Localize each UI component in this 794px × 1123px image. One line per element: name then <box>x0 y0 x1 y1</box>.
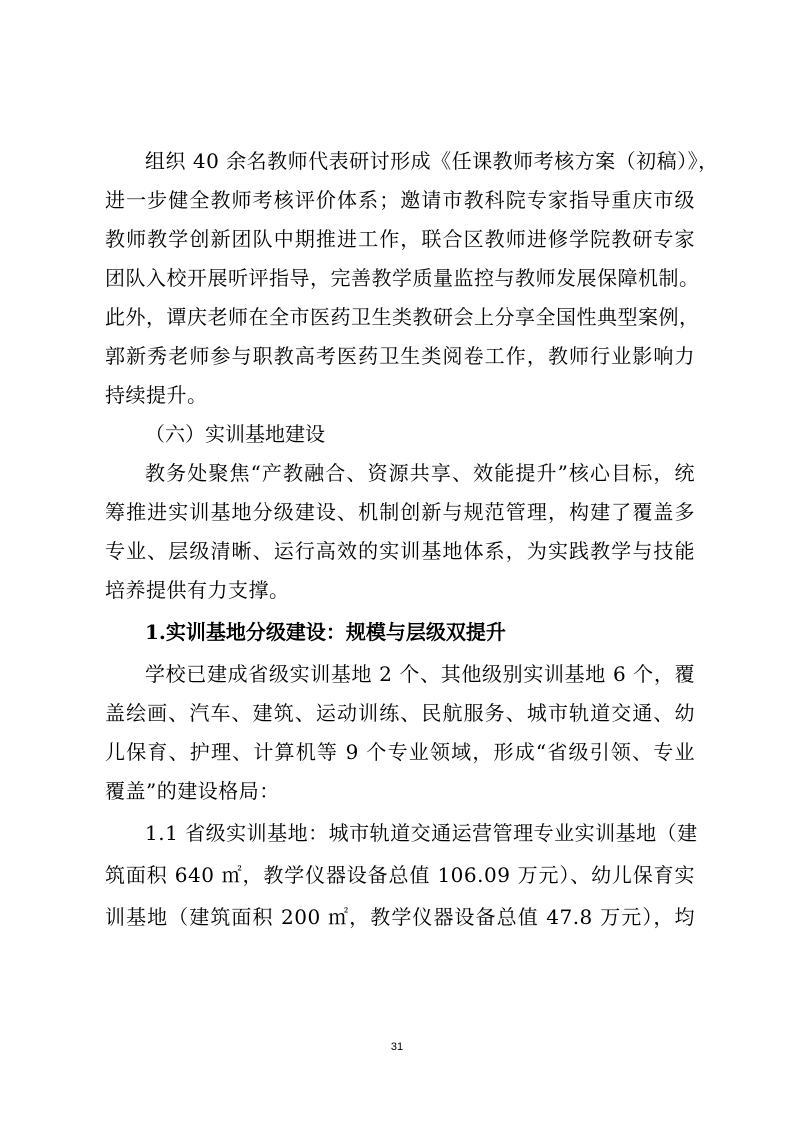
paragraph-3-line-1: 学校已建成省级实训基地 2 个、其他级别实训基地 6 个，覆 <box>145 662 695 686</box>
paragraph-2-line-1: 教务处聚焦“产教融合、资源共享、效能提升”核心目标，统 <box>145 461 695 485</box>
paragraph-2-line-4: 培养提供有力支撑。 <box>105 578 290 602</box>
paragraph-1-line-4: 团队入校开展听评指导，完善教学质量监控与教师发展保障机制。 <box>105 266 700 290</box>
paragraph-1-line-2: 进一步健全教师考核评价体系；邀请市教科院专家指导重庆市级 <box>105 188 695 212</box>
paragraph-4-line-1: 1.1 省级实训基地：城市轨道交通运营管理专业实训基地（建 <box>145 821 698 845</box>
paragraph-1-line-6: 郭新秀老师参与职教高考医药卫生类阅卷工作，教师行业影响力 <box>105 344 695 368</box>
paragraph-1-line-5: 此外，谭庆老师在全市医药卫生类教研会上分享全国性典型案例， <box>105 305 700 329</box>
paragraph-1-line-7: 持续提升。 <box>105 383 208 407</box>
paragraph-2-line-2: 筹推进实训基地分级建设、机制创新与规范管理，构建了覆盖多 <box>105 500 695 524</box>
paragraph-2-line-3: 专业、层级清晰、运行高效的实训基地体系，为实践教学与技能 <box>105 539 695 563</box>
paragraph-3-line-4: 覆盖”的建设格局： <box>105 779 280 803</box>
paragraph-1-line-3: 教师教学创新团队中期推进工作，联合区教师进修学院教研专家 <box>105 227 695 251</box>
paragraph-3-line-2: 盖绘画、汽车、建筑、运动训练、民航服务、城市轨道交通、幼 <box>105 701 695 725</box>
section-heading: （六）实训基地建设 <box>145 422 325 446</box>
subheading: 1.实训基地分级建设：规模与层级双提升 <box>145 620 506 644</box>
paragraph-1-line-1: 组织 40 余名教师代表研讨形成《任课教师考核方案（初稿）》， <box>145 149 719 173</box>
paragraph-3-line-3: 儿保育、护理、计算机等 9 个专业领域，形成“省级引领、专业 <box>105 740 695 764</box>
page-number: 31 <box>390 1041 404 1053</box>
paragraph-4-line-3: 训基地（建筑面积 200 ㎡，教学仪器设备总值 47.8 万元），均 <box>105 905 695 929</box>
paragraph-4-line-2: 筑面积 640 ㎡，教学仪器设备总值 106.09 万元）、幼儿保育实 <box>105 863 695 887</box>
